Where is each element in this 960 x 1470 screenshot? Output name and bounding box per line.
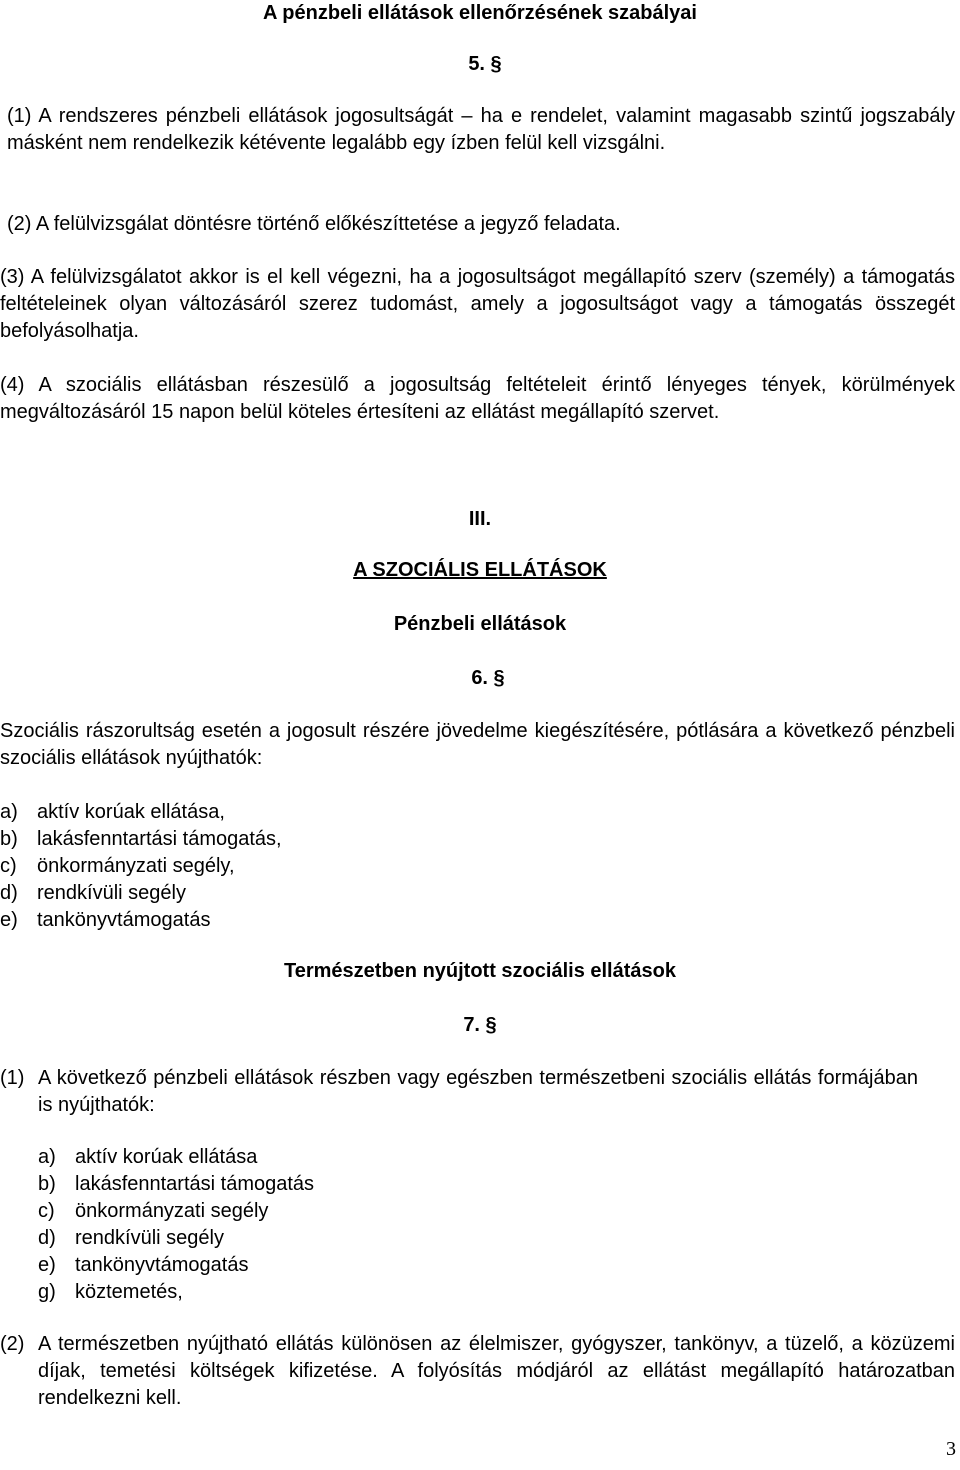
list-marker: g) [38, 1281, 56, 1303]
list-item [0, 799, 600, 826]
list-item [38, 1198, 638, 1225]
list-item [0, 880, 600, 907]
list-item [38, 1279, 638, 1306]
list-marker: a) [38, 1146, 56, 1168]
paragraph-text: A természetben nyújtható ellátás különösen az élelmiszer, gyógyszer, tankönyv, a tüzelő, a közüzemi díjak, temetési költségek kifizetése. A folyósítás módjáról az ellátást megállapító határozatban rendelkezni kell. [38, 1333, 955, 1409]
list-text: önkormányzati segély [75, 1200, 269, 1222]
paragraph-text: A következő pénzbeli ellátások részben vagy egészben természetbeni szociális ellátás formájában is nyújthatók: [38, 1067, 918, 1116]
list-text: lakásfenntartási támogatás [75, 1173, 315, 1195]
list-item [38, 1171, 638, 1198]
section-6-list [0, 799, 600, 934]
list-text: önkormányzati segély, [37, 855, 235, 877]
list-item [0, 826, 600, 853]
list-item [38, 1225, 638, 1252]
section-7-paragraph-2 [0, 1331, 955, 1412]
list-text: tankönyvtámogatás [75, 1254, 249, 1276]
paragraph-marker: (1) [0, 1067, 25, 1089]
section-7-paragraph-1 [0, 1065, 955, 1119]
list-marker: d) [38, 1227, 56, 1249]
list-text: aktív korúak ellátása [75, 1146, 258, 1168]
list-item [38, 1252, 638, 1279]
section-7-list [38, 1144, 638, 1306]
list-item [38, 1144, 638, 1171]
list-text: aktív korúak ellátása, [37, 801, 225, 823]
list-marker: a) [0, 801, 18, 823]
list-marker: b) [38, 1173, 56, 1195]
section-6-intro: Szociális rászorultság esetén a jogosult részére jövedelme kiegészítésére, pótlására a következő pénzbeli szociális ellátások nyújthatók: [0, 720, 955, 769]
section-6-number: 6. § [471, 667, 505, 689]
list-marker: e) [38, 1254, 56, 1276]
section-7-number: 7. § [463, 1014, 497, 1036]
list-marker: e) [0, 909, 18, 931]
section-5-paragraph-4: (4) A szociális ellátásban részesülő a jogosultság feltételeit érintő lényeges tények, körülmények megváltozásáról 15 napon belül köteles értesíteni az ellátást megállapító szervet. [0, 374, 955, 423]
list-text: lakásfenntartási támogatás, [37, 828, 282, 850]
list-text: rendkívüli segély [75, 1227, 224, 1249]
paragraph-marker: (2) [0, 1333, 25, 1355]
list-marker: d) [0, 882, 18, 904]
list-text: rendkívüli segély [37, 882, 186, 904]
part-title: A SZOCIÁLIS ELLÁTÁSOK [353, 559, 607, 581]
list-marker: c) [38, 1200, 55, 1222]
section-5-number: 5. § [468, 53, 502, 75]
list-marker: c) [0, 855, 17, 877]
page-number: 3 [946, 1438, 956, 1460]
list-item [0, 853, 600, 880]
list-marker: b) [0, 828, 18, 850]
section-5-paragraph-2: (2) A felülvizsgálat döntésre történő előkészíttetése a jegyző feladata. [7, 213, 621, 235]
part-title-wrap [0, 557, 960, 584]
part-number: III. [468, 508, 492, 530]
section-5-paragraph-1: (1) A rendszeres pénzbeli ellátások jogosultságát – ha e rendelet, valamint magasabb szintű jogszabály másként nem rendelkezik kétévente legalább egy ízben felül kell vizsgálni. [7, 105, 955, 154]
list-text: köztemetés, [75, 1281, 183, 1303]
list-item [0, 907, 600, 934]
section-5-paragraph-3: (3) A felülvizsgálatot akkor is el kell végezni, ha a jogosultságot megállapító szerv (személy) a támogatás feltételeinek olyan változásáról szerez tudomást, amely a jogosultságot vagy a támogatás összegét befolyásolhatja. [0, 266, 955, 342]
page-heading: A pénzbeli ellátások ellenőrzésének szabályai [263, 2, 697, 24]
subtitle-in-kind-benefits: Természetben nyújtott szociális ellátások [284, 960, 676, 982]
list-text: tankönyvtámogatás [37, 909, 211, 931]
subtitle-cash-benefits: Pénzbeli ellátások [393, 613, 567, 635]
